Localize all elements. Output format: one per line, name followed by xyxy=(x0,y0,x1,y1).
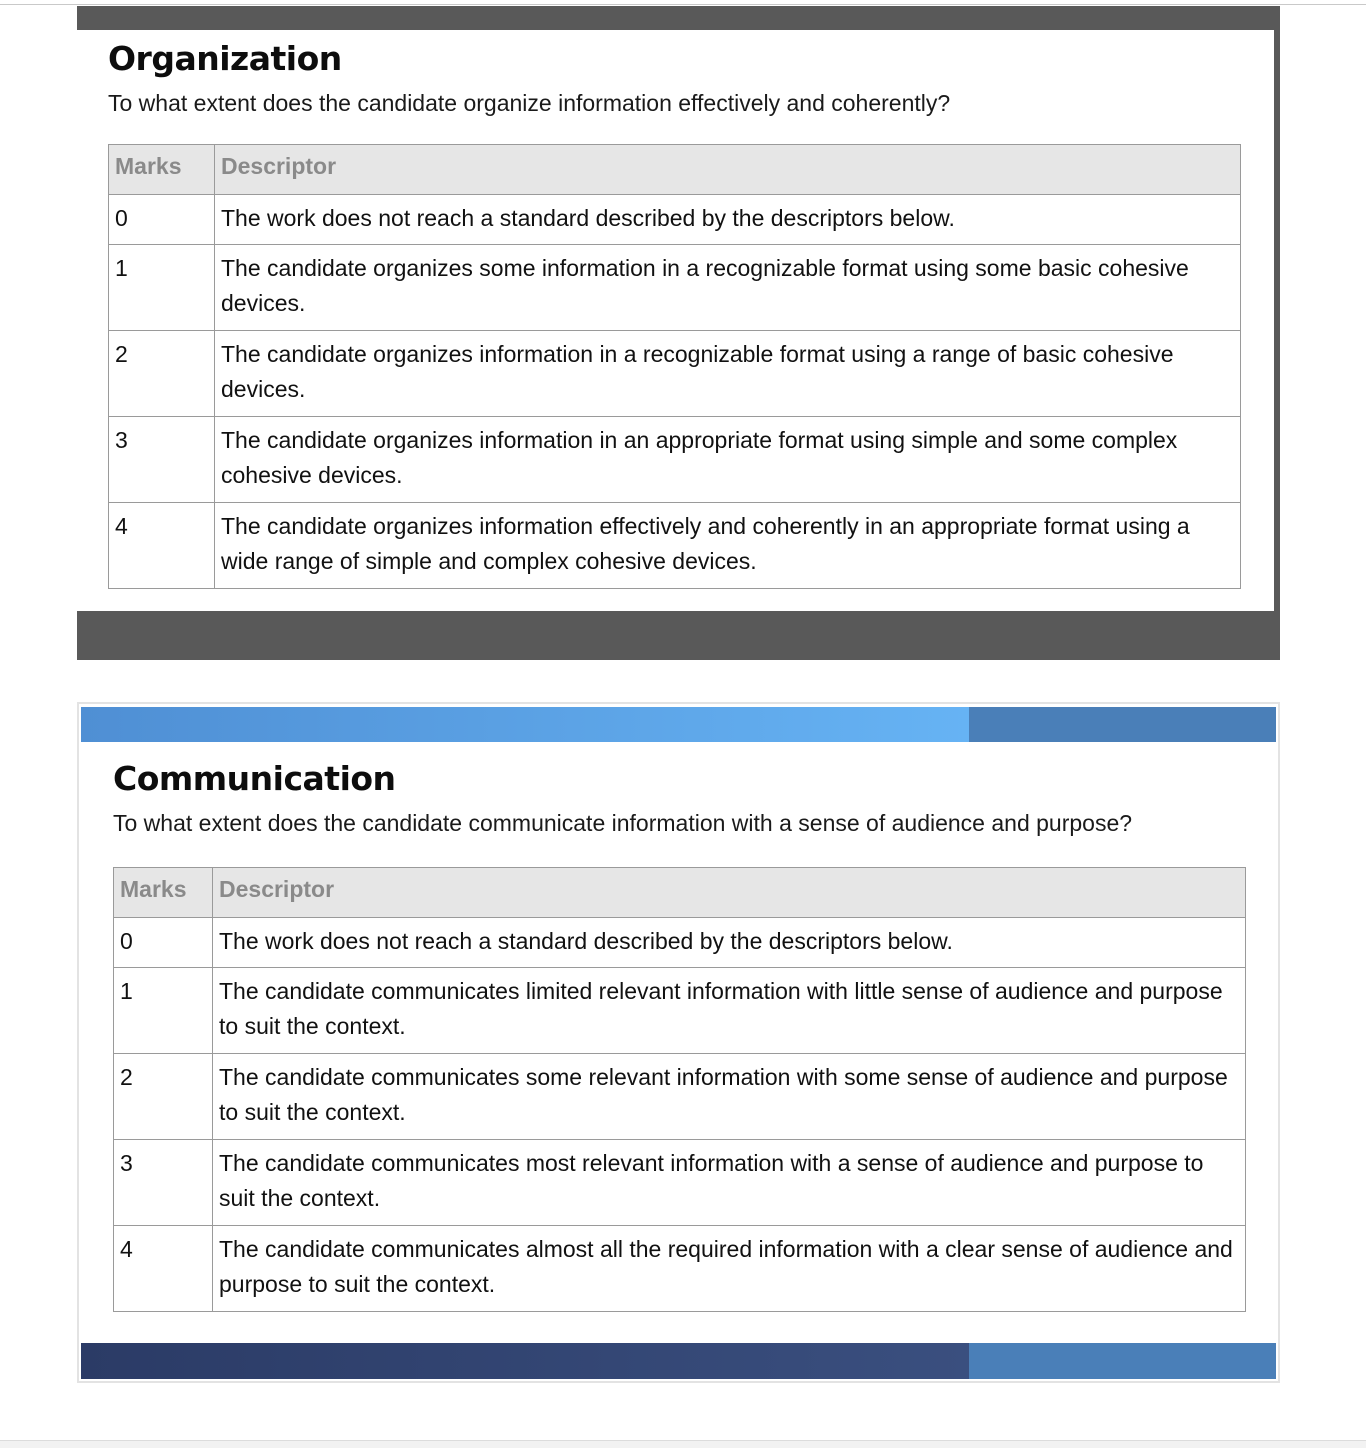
descriptor-column-header: Descriptor xyxy=(215,145,1241,195)
table-row xyxy=(114,1140,1246,1226)
table-row xyxy=(109,503,1241,589)
communication-question: To what extent does the candidate communicate information with a sense of audience and purpose? xyxy=(113,810,1133,836)
slide-top-bar-accent xyxy=(969,707,1276,742)
marks-column-header: Marks xyxy=(109,145,215,195)
slide-bottom-bar xyxy=(81,1343,1276,1379)
organization-heading: Organization xyxy=(108,39,342,78)
organization-slide xyxy=(77,6,1280,660)
descriptor-cell: The work does not reach a standard described by the descriptors below. xyxy=(213,918,1246,968)
organization-question: To what extent does the candidate organize information effectively and coherently? xyxy=(108,90,951,116)
descriptor-column-header: Descriptor xyxy=(213,868,1246,918)
descriptor-cell: The candidate organizes information effectively and coherently in an appropriate format using a wide range of simple and complex cohesive devices. xyxy=(215,503,1241,589)
top-divider xyxy=(0,4,1366,5)
slide-bottom-bar xyxy=(77,611,1277,660)
mark-cell: 3 xyxy=(109,417,215,503)
slide-right-bar xyxy=(1274,6,1280,660)
table-row xyxy=(114,1226,1246,1312)
table-row xyxy=(109,195,1241,245)
mark-cell: 4 xyxy=(114,1226,213,1312)
organization-rubric-table xyxy=(108,144,1241,589)
descriptor-cell: The candidate communicates most relevant information with a sense of audience and purpose to suit the context. xyxy=(213,1140,1246,1226)
slide-bottom-bar-accent xyxy=(969,1343,1276,1379)
mark-cell: 1 xyxy=(114,968,213,1054)
slide-top-bar xyxy=(77,6,1277,30)
communication-rubric-table xyxy=(113,867,1246,1312)
table-row xyxy=(109,417,1241,503)
descriptor-cell: The candidate organizes information in an appropriate format using simple and some complex cohesive devices. xyxy=(215,417,1241,503)
descriptor-cell: The candidate organizes some information in a recognizable format using some basic cohesive devices. xyxy=(215,245,1241,331)
communication-slide xyxy=(77,702,1280,1383)
descriptor-cell: The work does not reach a standard described by the descriptors below. xyxy=(215,195,1241,245)
communication-heading: Communication xyxy=(113,759,396,798)
descriptor-cell: The candidate organizes information in a recognizable format using a range of basic cohesive devices. xyxy=(215,331,1241,417)
mark-cell: 2 xyxy=(114,1054,213,1140)
table-row xyxy=(114,918,1246,968)
table-header-row xyxy=(114,868,1246,918)
mark-cell: 4 xyxy=(109,503,215,589)
mark-cell: 0 xyxy=(114,918,213,968)
marks-column-header: Marks xyxy=(114,868,213,918)
table-row xyxy=(109,331,1241,417)
mark-cell: 3 xyxy=(114,1140,213,1226)
slide-bottom-bar-dark xyxy=(81,1343,969,1379)
table-header-row xyxy=(109,145,1241,195)
table-row xyxy=(114,1054,1246,1140)
descriptor-cell: The candidate communicates some relevant information with some sense of audience and purpose to suit the context. xyxy=(213,1054,1246,1140)
mark-cell: 1 xyxy=(109,245,215,331)
bottom-divider xyxy=(0,1440,1366,1448)
descriptor-cell: The candidate communicates almost all the required information with a clear sense of audience and purpose to suit the context. xyxy=(213,1226,1246,1312)
slide-top-bar xyxy=(81,707,1276,742)
table-row xyxy=(109,245,1241,331)
mark-cell: 2 xyxy=(109,331,215,417)
mark-cell: 0 xyxy=(109,195,215,245)
table-row xyxy=(114,968,1246,1054)
descriptor-cell: The candidate communicates limited relevant information with little sense of audience and purpose to suit the context. xyxy=(213,968,1246,1054)
slide-top-bar-gradient xyxy=(81,707,969,742)
